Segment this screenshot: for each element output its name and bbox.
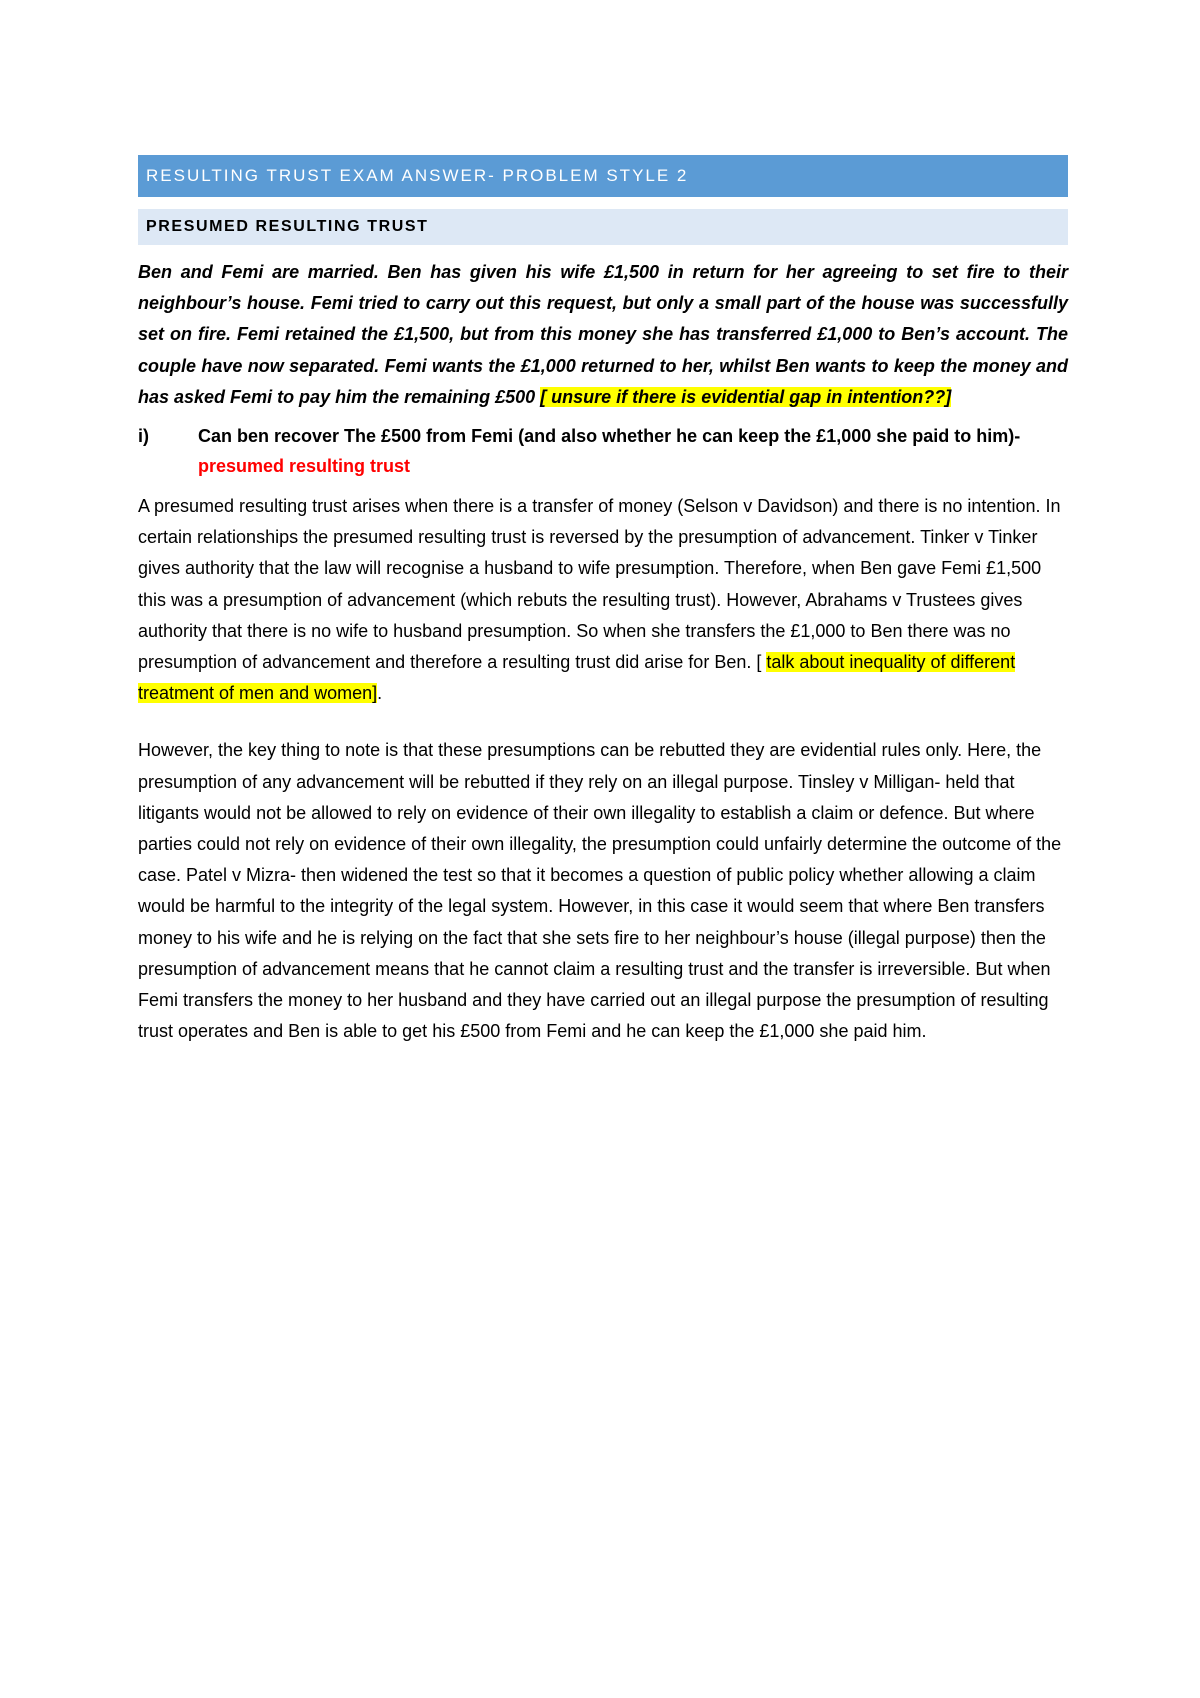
question-body	[198, 421, 1068, 481]
scenario-text: Ben and Femi are married. Ben has given his wife £1,500 in return for her agreeing to set fire to their neighbour’s house. Femi tried to carry out this request, but only a small part of the house was successfully set on fire. Femi retained the £1,500, but from this money she has transferred £1,000 to Ben’s account. The couple have now separated. Femi wants the £1,000 returned to her, whilst Ben wants to keep the money and has asked Femi to pay him the remaining £500	[138, 262, 1068, 407]
document-title: RESULTING TRUST EXAM ANSWER- PROBLEM STYLE 2	[138, 155, 1068, 197]
question-item	[138, 421, 1068, 481]
question-text: Can ben recover The £500 from Femi (and also whether he can keep the £1,000 she paid to him)-	[198, 426, 1021, 447]
paragraph1-end: .	[377, 683, 383, 704]
document-page	[138, 155, 1068, 1065]
scenario-highlight-note: [ unsure if there is evidential gap in intention??]	[540, 386, 952, 407]
section-heading: PRESUMED RESULTING TRUST	[138, 209, 1068, 245]
scenario-paragraph	[138, 257, 1068, 413]
paragraph1-highlight-note: talk about inequality of different treatment of men and women]	[138, 652, 1016, 704]
analysis-paragraph-2: However, the key thing to note is that these presumptions can be rebutted they are evidential rules only. Here, the presumption of any advancement will be rebutted if they rely on an illegal purpose. Tinsley v Milligan- held that litigants would not be allowed to rely on evidence of their own illegality to establish a claim or defence. But where parties could not rely on evidence of their own illegality, the presumption could unfairly determine the outcome of the case. Patel v Mizra- then widened the test so that it becomes a question of public policy whether allowing a claim would be harmful to the integrity of the legal system. However, in this case it would seem that where Ben transfers money to his wife and he is relying on the fact that she sets fire to her neighbour’s house (illegal purpose) then the presumption of advancement means that he cannot claim a resulting trust and the transfer is irreversible. But when Femi transfers the money to her husband and they have carried out an illegal purpose the presumption of resulting trust operates and Ben is able to get his £500 from Femi and he can keep the £1,000 she paid him.	[138, 740, 1062, 1042]
analysis-paragraph-1	[138, 491, 1068, 709]
question-topic: presumed resulting trust	[198, 456, 411, 477]
paragraph1-text: A presumed resulting trust arises when there is a transfer of money (Selson v Davidson) and there is no intention. In certain relationships the presumed resulting trust is reversed by the presumption of advancement. Tinker v Tinker gives authority that the law will recognise a husband to wife presumption. Therefore, when Ben gave Femi £1,500 this was a presumption of advancement (which rebuts the resulting trust). However, Abrahams v Trustees gives authority that there is no wife to husband presumption. So when she transfers the £1,000 to Ben there was no presumption of advancement and therefore a resulting trust did arise for Ben. [	[138, 496, 1061, 673]
question-number: i)	[138, 426, 149, 447]
